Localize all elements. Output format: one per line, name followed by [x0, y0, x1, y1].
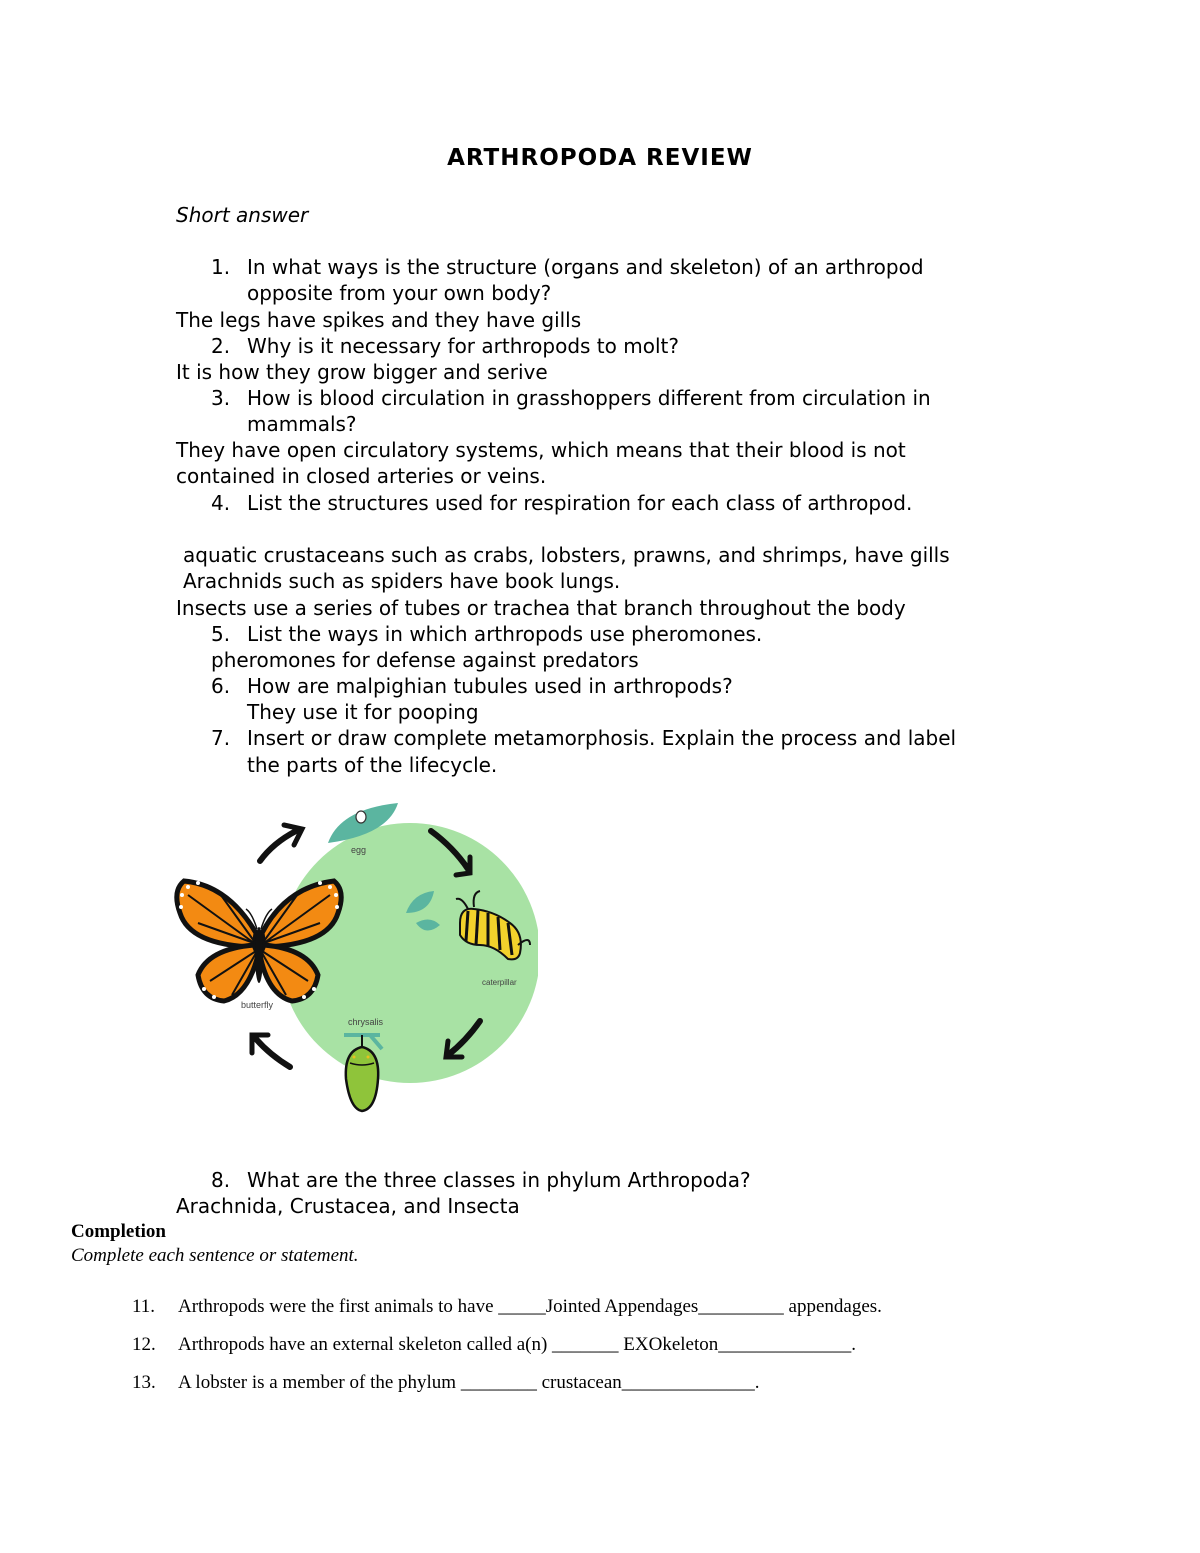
question-number: 6.	[211, 674, 231, 698]
question-8	[211, 1167, 751, 1193]
cycle-arrow-icon	[260, 825, 302, 861]
question-number: 7.	[211, 726, 231, 750]
question-number: 1.	[211, 255, 231, 279]
completion-heading: Completion	[71, 1221, 166, 1242]
answer-4-line-1: aquatic crustaceans such as crabs, lobsters, prawns, and shrimps, have gills	[183, 543, 950, 567]
question-text: How are malpighian tubules used in arthropods?	[247, 674, 733, 698]
question-number: 3.	[211, 386, 231, 410]
completion-item	[132, 1332, 856, 1358]
question-5	[211, 621, 762, 647]
question-7-continued: the parts of the lifecycle.	[247, 753, 498, 777]
short-answer-heading: Short answer	[176, 203, 309, 227]
question-text: In what ways is the structure (organs and skeleton) of an arthropod	[247, 255, 924, 279]
answer-4-line-3: Insects use a series of tubes or trachea that branch throughout the body	[176, 596, 906, 620]
answer-8: Arachnida, Crustacea, and Insecta	[176, 1194, 520, 1218]
caterpillar-label: caterpillar	[482, 978, 517, 987]
question-text: What are the three classes in phylum Arthropoda?	[247, 1168, 751, 1192]
item-text: Arthropods were the first animals to have _____Jointed Appendages_________ appendages.	[178, 1296, 882, 1317]
question-number: 2.	[211, 334, 231, 358]
question-text: Insert or draw complete metamorphosis. Explain the process and label	[247, 726, 957, 750]
completion-item	[132, 1294, 882, 1320]
question-4	[211, 490, 912, 516]
answer-1: The legs have spikes and they have gills	[176, 308, 582, 332]
egg-label: egg	[351, 845, 367, 855]
completion-instruction: Complete each sentence or statement.	[71, 1245, 359, 1266]
question-3-continued: mammals?	[247, 412, 357, 436]
question-2	[211, 333, 679, 359]
butterfly-label: butterfly	[241, 1000, 274, 1010]
item-number: 12.	[132, 1334, 156, 1355]
answer-3-line-1: They have open circulatory systems, which means that their blood is not	[176, 438, 906, 462]
question-number: 4.	[211, 491, 231, 515]
life-cycle-circle	[280, 823, 538, 1083]
item-text: Arthropods have an external skeleton called a(n) _______ EXOkeleton______________.	[178, 1334, 857, 1355]
cycle-arrow-icon	[252, 1035, 290, 1067]
completion-item	[132, 1370, 760, 1396]
question-number: 8.	[211, 1168, 231, 1192]
item-number: 13.	[132, 1372, 156, 1393]
question-text: How is blood circulation in grasshoppers different from circulation in	[247, 386, 931, 410]
item-number: 11.	[132, 1296, 156, 1317]
answer-6: They use it for pooping	[247, 700, 479, 724]
question-6	[211, 673, 733, 699]
answer-4-line-2: Arachnids such as spiders have book lungs.	[183, 569, 621, 593]
question-3	[211, 385, 931, 411]
question-7	[211, 725, 956, 751]
question-text: Why is it necessary for arthropods to molt?	[247, 334, 679, 358]
answer-2: It is how they grow bigger and serive	[176, 360, 548, 384]
chrysalis-label: chrysalis	[348, 1017, 384, 1027]
item-text: A lobster is a member of the phylum ________ crustacean______________.	[178, 1372, 760, 1393]
question-1-continued: opposite from your own body?	[247, 281, 552, 305]
answer-5: pheromones for defense against predators	[211, 648, 639, 672]
question-text: List the structures used for respiration for each class of arthropod.	[247, 491, 913, 515]
question-number: 5.	[211, 622, 231, 646]
answer-3-line-2: contained in closed arteries or veins.	[176, 464, 547, 488]
metamorphosis-diagram	[168, 795, 538, 1130]
page-title: ARTHROPODA REVIEW	[447, 145, 753, 171]
question-1	[211, 254, 924, 280]
question-text: List the ways in which arthropods use pheromones.	[247, 622, 763, 646]
